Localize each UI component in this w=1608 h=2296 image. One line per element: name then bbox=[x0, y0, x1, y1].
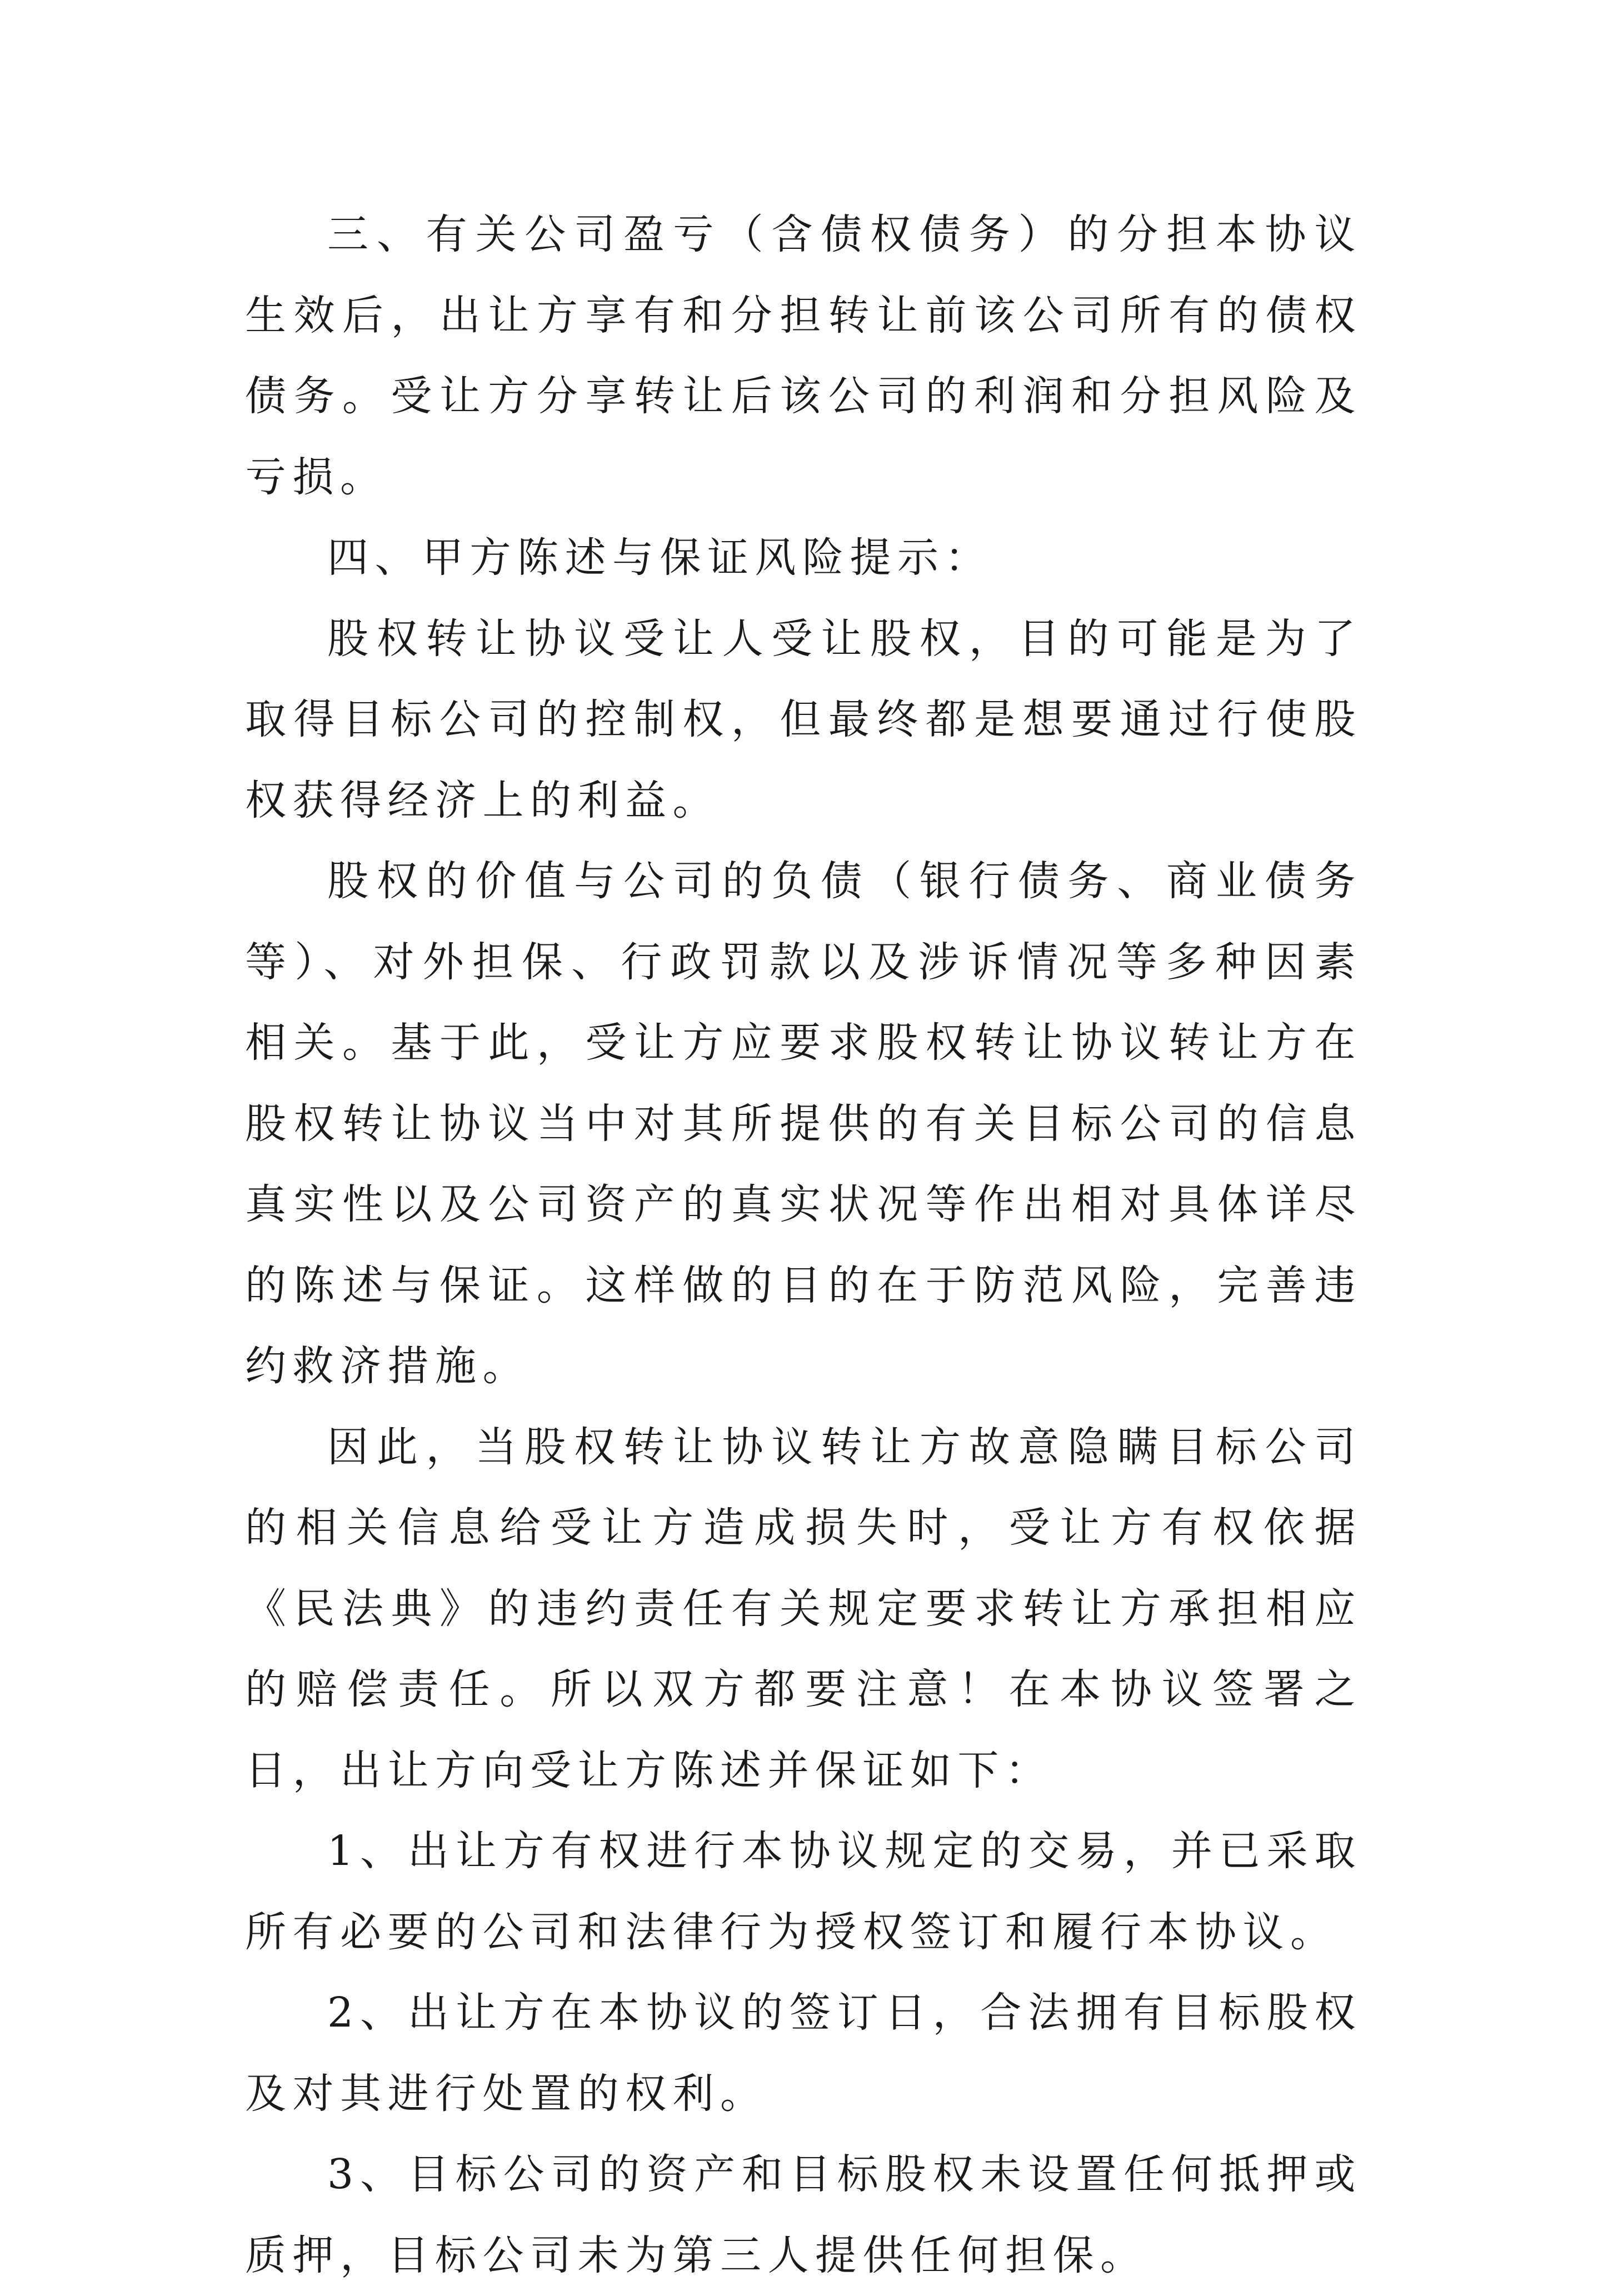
paragraph-representations-heading: 四、甲方陈述与保证风险提示： bbox=[327, 534, 992, 582]
paragraph-item-2: 2、出让方在本协议的签订日，合法拥有目标股权及对其进行处置的权利。 bbox=[245, 1989, 1362, 2118]
paragraph-profit-loss-sharing: 三、有关公司盈亏（含债权债务）的分担本协议生效后，出让方享有和分担转让前该公司所有的债权债务。受让方分享转让后该公司的利润和分担风险及亏损。 bbox=[245, 211, 1362, 501]
paragraph-equity-value-factors: 股权的价值与公司的负债（银行债务、商业债务等）、对外担保、行政罚款以及涉诉情况等多种因素相关。基于此，受让方应要求股权转让协议转让方在股权转让协议当中对其所提供的有关目标公司的信息真实性以及公司资产的真实状况等作出相对具体详尽的陈述与保证。这样做的目的在于防范风险，完善违约救济措施。 bbox=[245, 857, 1362, 1390]
paragraph-item-3: 3、目标公司的资产和目标股权未设置任何抵押或质押，目标公司未为第三人提供任何担保。 bbox=[245, 2150, 1362, 2279]
document-body bbox=[245, 194, 1362, 2296]
paragraph-item-1: 1、出让方有权进行本协议规定的交易，并已采取所有必要的公司和法律行为授权签订和履行本协议。 bbox=[245, 1827, 1362, 1956]
paragraph-liability-notice: 因此，当股权转让协议转让方故意隐瞒目标公司的相关信息给受让方造成损失时，受让方有权依据《民法典》的违约责任有关规定要求转让方承担相应的赔偿责任。所以双方都要注意！在本协议签署之日，出让方向受让方陈述并保证如下： bbox=[245, 1423, 1362, 1794]
paragraph-transferee-purpose: 股权转让协议受让人受让股权，目的可能是为了取得目标公司的控制权，但最终都是想要通过行使股权获得经济上的利益。 bbox=[245, 614, 1362, 824]
